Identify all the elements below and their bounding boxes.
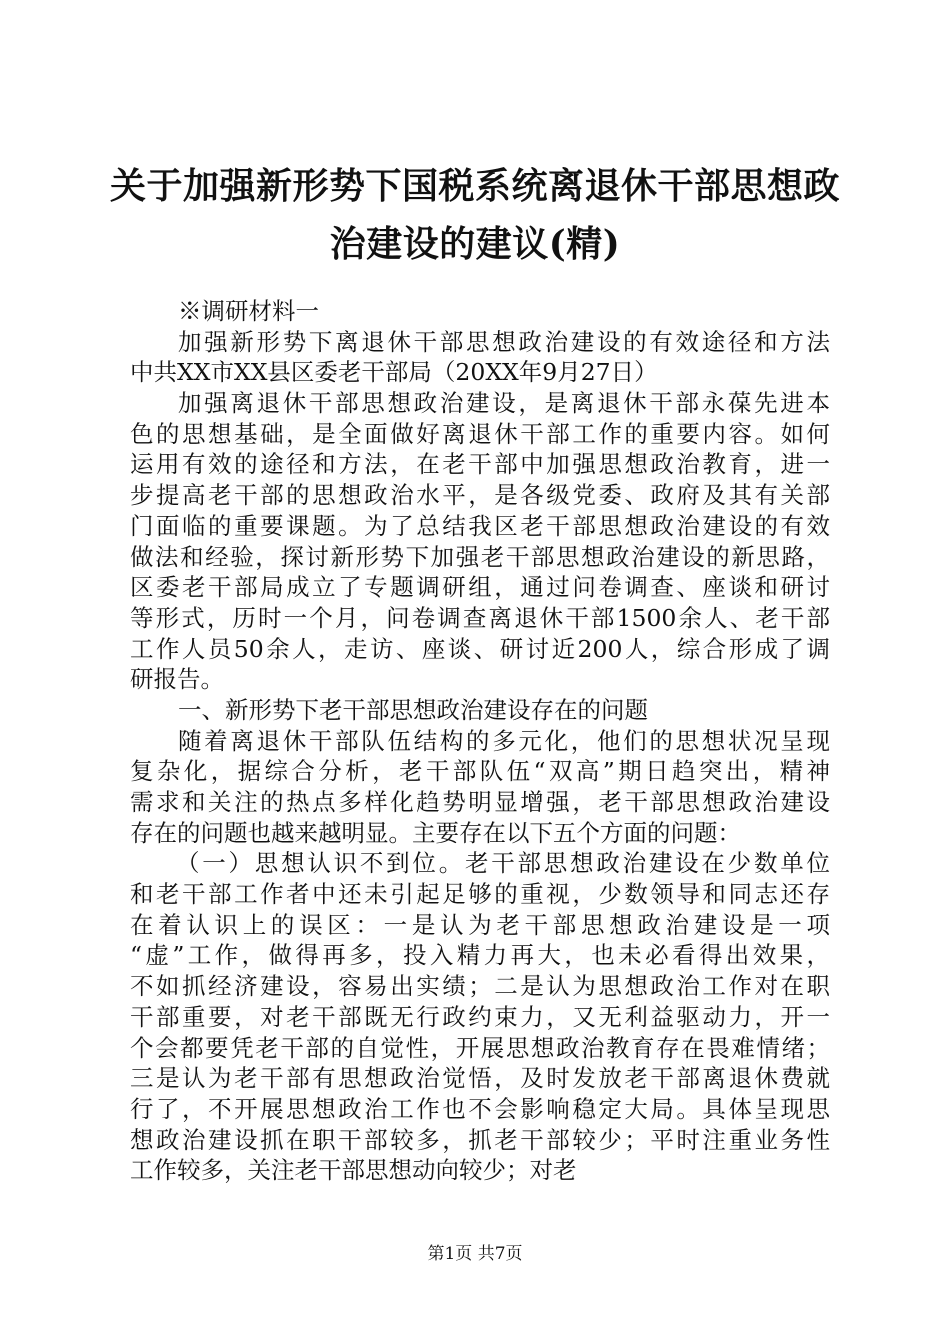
text-line: 想政治建设抓在职干部较多，抓老干部较少；平时注重业务性: [130, 1125, 830, 1154]
text-line: 三是认为老干部有思想政治觉悟，及时发放老干部离退休费就: [130, 1064, 830, 1093]
text-line: 存在的问题也越来越明显。主要存在以下五个方面的问题：: [130, 818, 741, 847]
text-line: 复杂化，据综合分析，老干部队伍“双高”期日趋突出，精神: [130, 757, 830, 786]
text-line: 色的思想基础，是全面做好离退休干部工作的重要内容。如何: [130, 419, 830, 448]
text-line: 研报告。: [130, 665, 224, 694]
text-line: 运用有效的途径和方法，在老干部中加强思想政治教育，进一: [130, 450, 830, 479]
text-line: 个会都要凭老干部的自觉性，开展思想政治教育存在畏难情绪；: [130, 1033, 830, 1062]
text-line: 在着认识上的误区：一是认为老干部思想政治建设是一项: [130, 910, 830, 939]
text-line: 干部重要，对老干部既无行政约束力，又无利益驱动力，开一: [130, 1002, 830, 1031]
text-line: 加强新形势下离退休干部思想政治建设的有效途径和方法: [178, 327, 830, 356]
text-line: 步提高老干部的思想政治水平，是各级党委、政府及其有关部: [130, 481, 830, 510]
text-line: 工作较多，关注老干部思想动向较少；对老: [130, 1156, 577, 1185]
text-line: 工作人员50余人，走访、座谈、研讨近200人，综合形成了调: [130, 634, 830, 663]
section-heading: 一、新形势下老干部思想政治建设存在的问题: [178, 695, 648, 724]
text-line: 做法和经验，探讨新形势下加强老干部思想政治建设的新思路，: [130, 542, 830, 571]
text-line: 等形式，历时一个月，问卷调查离退休干部1500余人、老干部: [130, 603, 830, 632]
text-line: 不如抓经济建设，容易出实绩；二是认为思想政治工作对在职: [130, 972, 830, 1001]
document-body: [130, 296, 830, 1186]
page-number-footer: 第1页 共7页: [427, 1244, 523, 1264]
text-line: 中共XX市XX县区委老干部局（20XX年9月27日）: [130, 358, 658, 387]
text-line: 门面临的重要课题。为了总结我区老干部思想政治建设的有效: [130, 511, 830, 540]
text-line: 随着离退休干部队伍结构的多元化，他们的思想状况呈现: [178, 726, 830, 755]
text-line: 需求和关注的热点多样化趋势明显增强，老干部思想政治建设: [130, 788, 830, 816]
text-line: 和老干部工作者中还未引起足够的重视，少数领导和同志还存: [130, 880, 830, 909]
text-line: 行了，不开展思想政治工作也不会影响稳定大局。具体呈现思: [130, 1094, 830, 1123]
text-line: ※调研材料一: [178, 297, 319, 325]
text-line: “虚”工作，做得再多，投入精力再大，也未必看得出效果，: [130, 941, 830, 970]
document-title-line-2: 治建设的建议(精): [329, 223, 621, 265]
text-line: （一）思想认识不到位。老干部思想政治建设在少数单位: [176, 849, 830, 878]
text-line: 加强离退休干部思想政治建设，是离退休干部永葆先进本: [178, 389, 830, 418]
text-line: 区委老干部局成立了专题调研组，通过问卷调查、座谈和研讨: [130, 573, 830, 602]
document-title-line-1: 关于加强新形势下国税系统离退休干部思想政: [109, 165, 840, 207]
